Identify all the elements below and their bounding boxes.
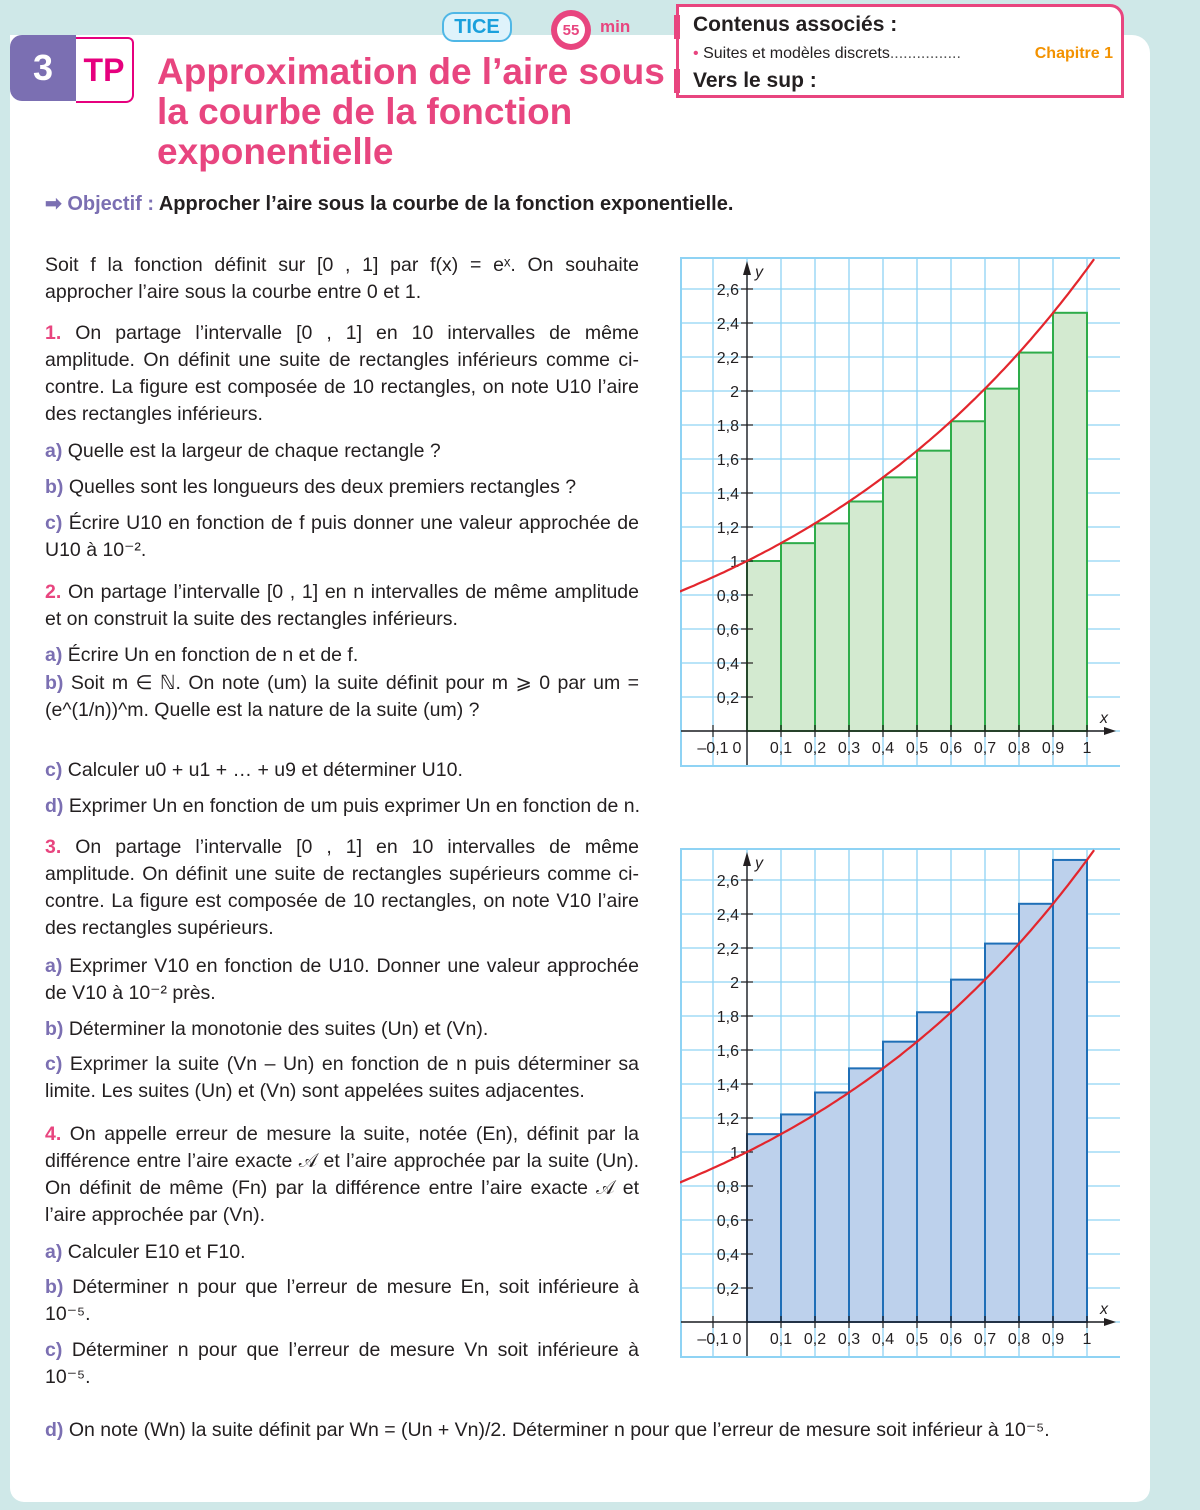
sup-heading: Vers le sup :	[693, 69, 817, 92]
related-content-box	[676, 4, 1124, 98]
question-1b	[45, 474, 639, 501]
intro-paragraph: Soit f la fonction définit sur [0 , 1] par f(x) = eˣ. On souhaite approcher l’aire sous la courbe entre 0 et 1.	[45, 254, 639, 303]
svg-text:0,3: 0,3	[837, 1331, 861, 1348]
item-letter: c)	[45, 759, 63, 781]
question-text: On appelle erreur de mesure la suite, notée (En), définit par la différence entre l’aire exacte 𝒜 et l’aire approchée par la suite (Un). On définit de même (Fn) par la différence entre l’aire exacte 𝒜 et l’aire approchée par (Vn).	[45, 1123, 639, 1226]
svg-text:y: y	[755, 855, 763, 872]
svg-text:0,5: 0,5	[905, 740, 929, 757]
svg-text:–0,1: –0,1	[697, 1331, 729, 1348]
svg-text:1: 1	[730, 1145, 739, 1162]
item-letter: d)	[45, 795, 64, 817]
item-letter: c)	[45, 1339, 63, 1361]
svg-text:0,8: 0,8	[716, 588, 739, 605]
svg-text:2: 2	[730, 384, 739, 401]
arrow-right-icon: ➡	[45, 193, 62, 215]
question-2	[45, 579, 639, 633]
svg-text:0,6: 0,6	[939, 1331, 963, 1348]
section-marker	[674, 15, 680, 39]
item-text: Exprimer la suite (Vn – Un) en fonction de n puis déterminer sa limite. Les suites (Un) et (Vn) sont appelées suites adjacentes.	[45, 1053, 639, 1102]
item-letter: a)	[45, 955, 63, 977]
item-text: Soit m ∈ ℕ. On note (um) la suite définit pour m ⩾ 0 par um = (e^(1/n))^m. Quelle est la nature de la suite (um) ?	[45, 672, 639, 721]
bar-rect	[747, 1134, 781, 1322]
question-number: 4.	[45, 1123, 62, 1145]
question-text: On partage l’intervalle [0 , 1] en 10 intervalles de même amplitude. On définit une suite de rectangles inférieurs comme ci-contre. La figure est composée de 10 rectangles, on note U10 l’aire des rectangles inférieurs.	[45, 322, 639, 425]
svg-text:1: 1	[1082, 1331, 1092, 1348]
svg-text:0,1: 0,1	[769, 1331, 793, 1348]
svg-text:0,8: 0,8	[716, 1179, 739, 1196]
timer-icon	[551, 10, 591, 50]
lower-rectangles-chart	[680, 257, 1120, 767]
svg-text:1,2: 1,2	[716, 1111, 739, 1128]
duration-unit: min	[600, 17, 631, 36]
svg-text:0,8: 0,8	[1007, 1331, 1031, 1348]
item-letter: a)	[45, 1241, 63, 1263]
svg-text:0,2: 0,2	[716, 1281, 739, 1298]
objective-text: Approcher l’aire sous la courbe de la fonction exponentielle.	[158, 193, 734, 215]
svg-text:x: x	[1100, 1301, 1108, 1318]
question-number: 3.	[45, 836, 62, 858]
svg-text:0,4: 0,4	[871, 740, 895, 757]
item-letter: b)	[45, 1018, 64, 1040]
question-number: 1.	[45, 322, 62, 344]
page-title: Approximation de l’aire sous la courbe de la fonction exponentielle	[157, 51, 665, 172]
question-3a	[45, 953, 639, 1007]
item-letter: c)	[45, 1053, 63, 1075]
svg-text:–0,1: –0,1	[697, 740, 729, 757]
question-number: 2.	[45, 581, 62, 603]
svg-text:2,6: 2,6	[716, 873, 739, 890]
bar-rect	[883, 1042, 917, 1322]
bar-rect	[985, 944, 1019, 1322]
svg-text:2,4: 2,4	[716, 907, 739, 924]
svg-text:0,4: 0,4	[716, 1247, 739, 1264]
svg-text:y: y	[755, 264, 763, 281]
bullet-icon: •	[693, 45, 699, 62]
svg-text:0: 0	[732, 1331, 742, 1348]
item-text: Exprimer Un en fonction de um puis exprimer Un en fonction de n.	[68, 795, 641, 817]
objective-label: Objectif :	[67, 193, 154, 215]
bar-rect	[781, 1114, 815, 1322]
svg-text:2: 2	[730, 975, 739, 992]
tice-badge: TICE	[442, 12, 512, 42]
item-text: Déterminer la monotonie des suites (Un) et (Vn).	[68, 1018, 489, 1040]
item-letter: a)	[45, 644, 63, 666]
question-3c	[45, 1051, 639, 1105]
item-letter: a)	[45, 440, 63, 462]
svg-text:0,2: 0,2	[803, 1331, 827, 1348]
svg-text:1: 1	[730, 554, 739, 571]
svg-text:1,2: 1,2	[716, 520, 739, 537]
question-4a	[45, 1239, 639, 1266]
bar-rect	[1053, 860, 1087, 1322]
question-2c	[45, 757, 639, 784]
item-letter: c)	[45, 512, 63, 534]
section-marker	[674, 69, 680, 93]
question-text: On partage l’intervalle [0 , 1] en 10 intervalles de même amplitude. On définit une suite de rectangles supérieurs comme ci-contre. La figure est composée de 10 rectangles, on note V10 l’aire des rectangles supérieurs.	[45, 836, 639, 939]
svg-text:0,6: 0,6	[939, 740, 963, 757]
bar-rect	[815, 1093, 849, 1323]
svg-text:2,2: 2,2	[716, 350, 739, 367]
item-letter: b)	[45, 1276, 64, 1298]
svg-text:0,1: 0,1	[769, 740, 793, 757]
question-2d	[45, 793, 1125, 820]
bar-rect	[917, 1012, 951, 1322]
item-letter: b)	[45, 672, 64, 694]
activity-type-badge: TP	[76, 37, 134, 103]
question-4	[45, 1121, 639, 1229]
svg-text:1,8: 1,8	[716, 418, 739, 435]
item-text: Déterminer n pour que l’erreur de mesure Vn soit inférieure à 10⁻⁵.	[45, 1339, 639, 1388]
svg-text:0,9: 0,9	[1041, 740, 1065, 757]
item-text: Déterminer n pour que l’erreur de mesure En, soit inférieure à 10⁻⁵.	[45, 1276, 639, 1325]
bar-rect	[985, 389, 1019, 731]
svg-text:0,9: 0,9	[1041, 1331, 1065, 1348]
svg-text:0,6: 0,6	[716, 1213, 739, 1230]
question-2a	[45, 642, 639, 669]
svg-text:0,2: 0,2	[803, 740, 827, 757]
svg-text:0,8: 0,8	[1007, 740, 1031, 757]
chapter-link[interactable]: Chapitre 1	[1034, 45, 1113, 62]
bar-rect	[883, 477, 917, 731]
bar-rect	[747, 561, 781, 731]
svg-text:2,4: 2,4	[716, 316, 739, 333]
upper-rectangles-chart	[680, 848, 1120, 1358]
svg-text:0: 0	[732, 740, 742, 757]
question-4d	[45, 1417, 1125, 1444]
bar-rect	[951, 421, 985, 731]
item-letter: b)	[45, 476, 64, 498]
question-1	[45, 320, 639, 428]
svg-text:0,6: 0,6	[716, 622, 739, 639]
svg-text:0,5: 0,5	[905, 1331, 929, 1348]
svg-text:0,7: 0,7	[973, 1331, 997, 1348]
svg-text:x: x	[1100, 710, 1108, 727]
question-4b	[45, 1274, 639, 1328]
svg-text:0,7: 0,7	[973, 740, 997, 757]
bar-rect	[1053, 313, 1087, 731]
svg-text:1: 1	[1082, 740, 1092, 757]
question-3	[45, 834, 639, 942]
bar-rect	[815, 523, 849, 731]
duration-value: 55	[557, 16, 585, 44]
svg-text:0,4: 0,4	[716, 656, 739, 673]
question-2b	[45, 670, 639, 724]
svg-text:0,2: 0,2	[716, 690, 739, 707]
related-content-item[interactable]	[693, 45, 961, 63]
svg-text:1,4: 1,4	[716, 1077, 739, 1094]
activity-number-badge: 3	[10, 35, 76, 101]
question-1a	[45, 438, 639, 465]
question-4c	[45, 1337, 639, 1391]
bar-rect	[849, 502, 883, 732]
item-text: Calculer E10 et F10.	[67, 1241, 246, 1263]
item-text: Calculer u0 + u1 + … + u9 et déterminer U10.	[67, 759, 463, 781]
question-3b	[45, 1016, 639, 1043]
bar-rect	[1019, 904, 1053, 1322]
bar-rect	[1019, 353, 1053, 731]
svg-text:2,2: 2,2	[716, 941, 739, 958]
item-text: Quelles sont les longueurs des deux premiers rectangles ?	[68, 476, 577, 498]
item-text: On note (Wn) la suite définit par Wn = (Un + Vn)/2. Déterminer n pour que l’erreur de mesure soit inférieur à 10⁻⁵.	[68, 1419, 1050, 1441]
item-text: Quelle est la largeur de chaque rectangle ?	[67, 440, 441, 462]
item-text: Écrire Un en fonction de n et de f.	[67, 644, 359, 666]
item-leader-dots: ................	[889, 45, 961, 62]
question-text: On partage l’intervalle [0 , 1] en n intervalles de même amplitude et on construit la suite des rectangles inférieurs.	[45, 581, 639, 630]
item-label: Suites et modèles discrets	[703, 45, 890, 62]
bar-rect	[917, 451, 951, 731]
bar-rect	[951, 980, 985, 1322]
svg-text:1,4: 1,4	[716, 486, 739, 503]
svg-text:0,3: 0,3	[837, 740, 861, 757]
svg-text:1,6: 1,6	[716, 452, 739, 469]
objective	[45, 191, 733, 216]
item-letter: d)	[45, 1419, 64, 1441]
related-content-heading: Contenus associés :	[693, 13, 898, 36]
bar-rect	[781, 543, 815, 731]
item-text: Exprimer V10 en fonction de U10. Donner une valeur approchée de V10 à 10⁻² près.	[45, 955, 640, 1004]
item-text: Écrire U10 en fonction de f puis donner une valeur approchée de U10 à 10⁻².	[45, 512, 639, 561]
svg-text:1,6: 1,6	[716, 1043, 739, 1060]
bar-rect	[849, 1068, 883, 1322]
svg-text:0,4: 0,4	[871, 1331, 895, 1348]
svg-text:2,6: 2,6	[716, 282, 739, 299]
svg-text:1,8: 1,8	[716, 1009, 739, 1026]
question-1c	[45, 510, 639, 564]
